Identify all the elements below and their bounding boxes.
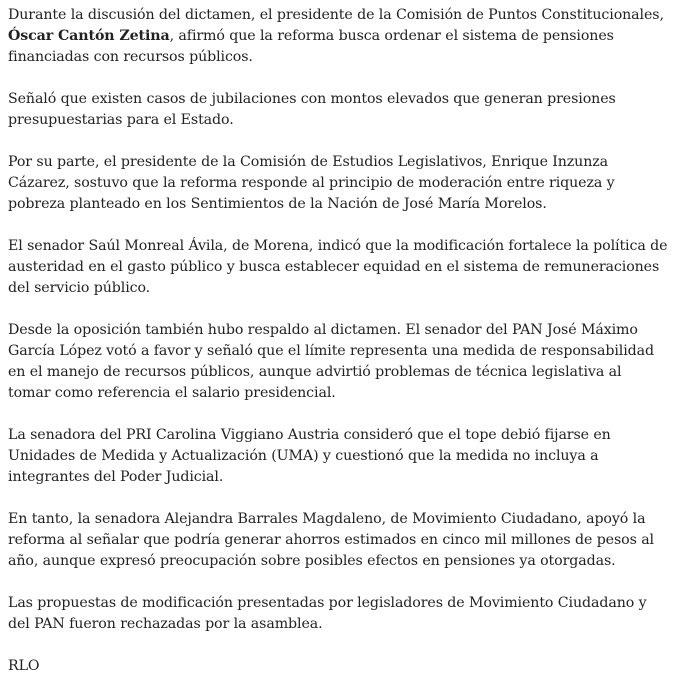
paragraph-rechazadas: Las propuestas de modificación presentadas por legisladores de Movimiento Ciudadano y del PAN fueron rechazadas por la asamblea. bbox=[8, 595, 647, 632]
author-signature: RLO bbox=[8, 658, 40, 674]
bold-name: Óscar Cantón Zetina bbox=[8, 28, 170, 44]
paragraph-viggiano: La senadora del PRI Carolina Viggiano Austria consideró que el tope debió fijarse en Unidades de Medida y Actualización (UMA) y cuestionó que la medida no incluya a integrantes del Poder Judicial. bbox=[8, 427, 611, 485]
paragraph-text: Durante la discusión del dictamen, el presidente de la Comisión de Puntos Constitucionales, bbox=[8, 7, 664, 23]
paragraph-barrales: En tanto, la senadora Alejandra Barrales Magdaleno, de Movimiento Ciudadano, apoyó la reforma al señalar que podría generar ahorros estimados en cinco mil millones de pesos al año, aunque expresó preocupación sobre posibles efectos en pensiones ya otorgadas. bbox=[8, 511, 654, 569]
paragraph-text: , afirmó que la reforma busca ordenar el sistema de pensiones financiadas con recursos públicos. bbox=[8, 28, 614, 65]
paragraph-jubilaciones: Señaló que existen casos de jubilaciones con montos elevados que generan presiones presupuestarias para el Estado. bbox=[8, 91, 616, 128]
paragraph-inzunza: Por su parte, el presidente de la Comisión de Estudios Legislativos, Enrique Inzunza Cázarez, sostuvo que la reforma responde al principio de moderación entre riqueza y pobreza planteado en los Sentimientos de la Nación de José María Morelos. bbox=[8, 154, 615, 212]
paragraph-garcia-lopez: Desde la oposición también hubo respaldo al dictamen. El senador del PAN José Máximo García López votó a favor y señaló que el límite representa una medida de responsabilidad en el manejo de recursos públicos, aunque advirtió problemas de técnica legislativa al tomar como referencia el salario presidencial. bbox=[8, 322, 654, 401]
paragraph-canton-zetina bbox=[8, 5, 668, 68]
paragraph-monreal: El senador Saúl Monreal Ávila, de Morena, indicó que la modificación fortalece la política de austeridad en el gasto público y busca establecer equidad en el sistema de remuneraciones del servicio público. bbox=[8, 238, 668, 296]
